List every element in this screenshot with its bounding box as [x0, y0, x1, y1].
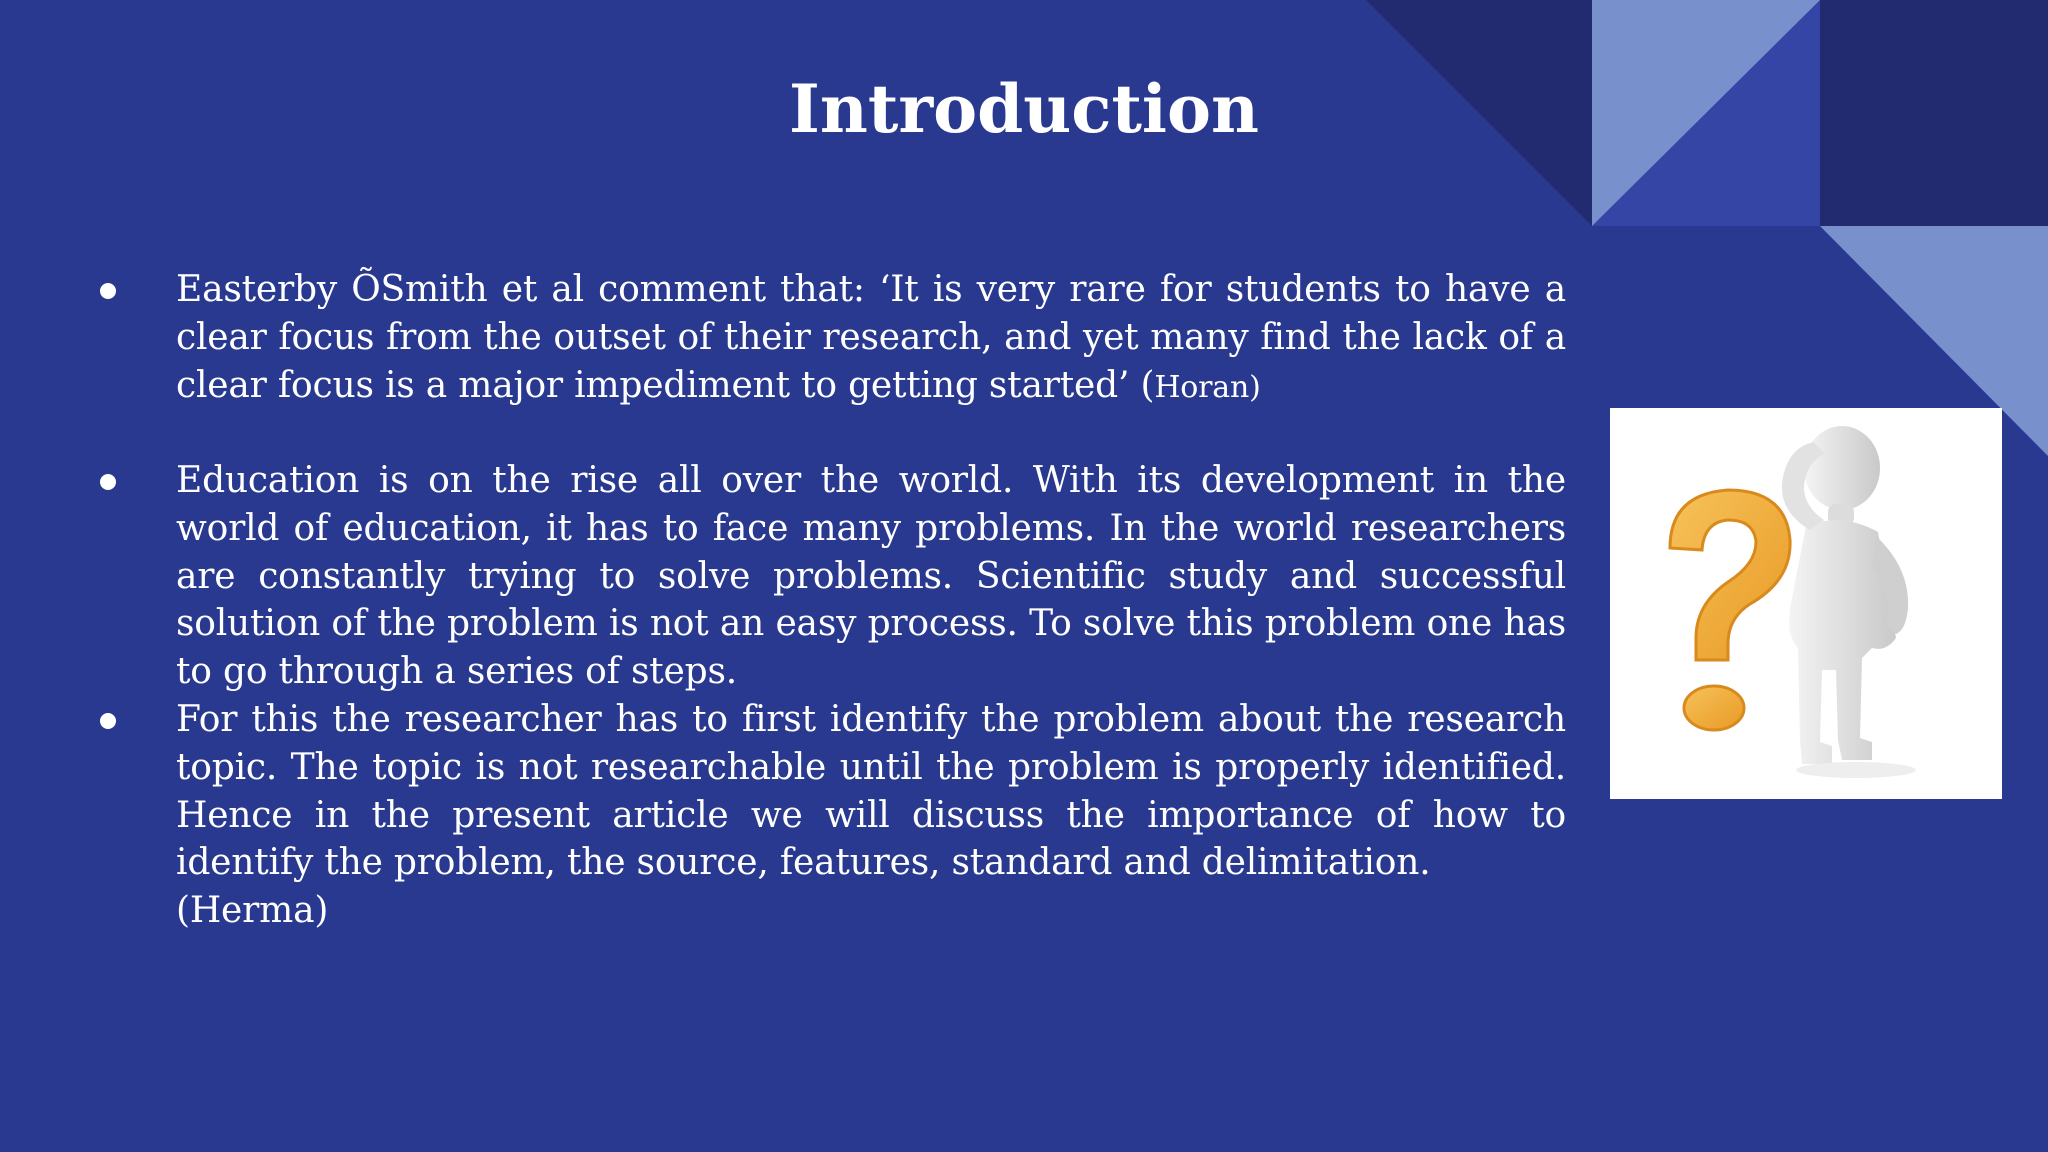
bullet-item: [176, 266, 1566, 411]
slide-title: Introduction: [788, 70, 1260, 148]
bullet-text: For this the researcher has to first identify the problem about the research topic. The topic is not researchable until the problem is properly identified. Hence in the present article we will discuss the importance of how to identify the problem, the source, features, standard and delimitation.: [176, 699, 1566, 884]
thinking-figure-question-mark-icon: [1610, 408, 2002, 799]
bullet-dot: [100, 283, 116, 299]
bullet-text: Easterby ÕSmith et al comment that: ‘It is very rare for students to have a clear focus from the outset of their research, and yet many find the lack of a clear focus is a major impediment to getting started’ (: [176, 269, 1566, 406]
thinking-figure-image: [1610, 408, 2002, 799]
bullet-dot: [100, 713, 116, 729]
bullet-dot: [100, 474, 116, 490]
bullet-item: [176, 696, 1566, 935]
bullet-item: [176, 457, 1566, 696]
bullet-citation: Horan): [1154, 369, 1261, 405]
bullet-citation: (Herma): [176, 890, 329, 932]
bullet-text: Education is on the rise all over the world. With its development in the world of education, it has to face many problems. In the world researchers are constantly trying to solve problems. Scientific study and successful solution of the problem is not an easy process. To solve this problem one has to go through a series of steps.: [176, 460, 1566, 693]
